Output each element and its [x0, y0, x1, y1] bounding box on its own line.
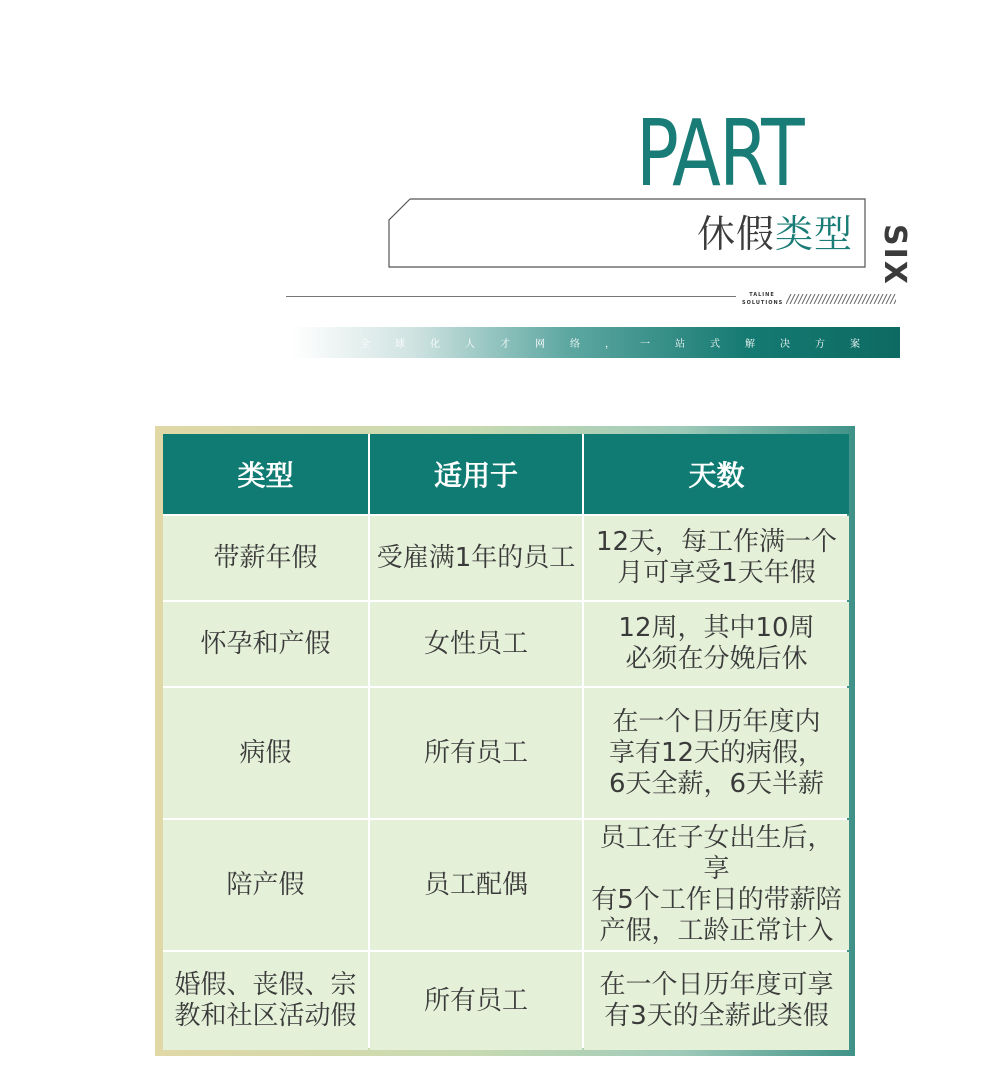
slogan-char: 案 [850, 339, 860, 350]
table-cell: 受雇满1年的员工 [370, 516, 582, 600]
section-title: 休假类型 [696, 212, 853, 256]
table-cell: 12周，其中10周 必须在分娩后休 [584, 602, 849, 686]
table-cell: 所有员工 [370, 688, 582, 818]
slogan-char: 络 [570, 339, 580, 350]
table-cell: 在一个日历年度内 享有12天的病假， 6天全薪，6天半薪 [584, 688, 849, 818]
table-cell: 在一个日历年度可享 有3天的全薪此类假 [584, 952, 849, 1050]
table-header-cell: 适用于 [370, 434, 582, 514]
slogan-char: 方 [815, 339, 825, 350]
table-cell: 婚假、丧假、宗 教和社区活动假 [163, 952, 368, 1050]
slogan-char: 站 [675, 339, 685, 350]
leave-types-table [163, 434, 847, 1048]
section-number: SIX [877, 224, 912, 286]
brand-logo [742, 291, 782, 307]
slogan-char: 化 [430, 339, 440, 350]
table-cell: 所有员工 [370, 952, 582, 1050]
brand-line-2: SOLUTIONS [742, 300, 784, 306]
slogan-char: 才 [500, 339, 510, 350]
brand-line-1: TALINE [749, 292, 775, 298]
slogan-char: 解 [745, 339, 755, 350]
table-cell: 员工配偶 [370, 820, 582, 950]
header-divider [286, 296, 736, 297]
slogan [360, 327, 860, 358]
table-header-cell: 类型 [163, 434, 368, 514]
table-cell: 员工在子女出生后，享 有5个工作日的带薪陪 产假，工龄正常计入 [584, 820, 849, 950]
table-cell: 陪产假 [163, 820, 368, 950]
table-cell: 带薪年假 [163, 516, 368, 600]
table-cell: 女性员工 [370, 602, 582, 686]
slogan-char: ， [605, 339, 615, 350]
slogan-char: 式 [710, 339, 720, 350]
slogan-char: 人 [465, 339, 475, 350]
slogan-char: 球 [395, 339, 405, 350]
slogan-char: 一 [640, 339, 650, 350]
table-cell: 12天，每工作满一个 月可享受1天年假 [584, 516, 849, 600]
table-header-cell: 天数 [584, 434, 849, 514]
slogan-char: 决 [780, 339, 790, 350]
slogan-char: 网 [535, 339, 545, 350]
hatch-decoration [786, 294, 896, 304]
slogan-char: 全 [360, 339, 370, 350]
table-cell: 病假 [163, 688, 368, 818]
part-heading: PART [636, 100, 803, 207]
table-cell: 怀孕和产假 [163, 602, 368, 686]
